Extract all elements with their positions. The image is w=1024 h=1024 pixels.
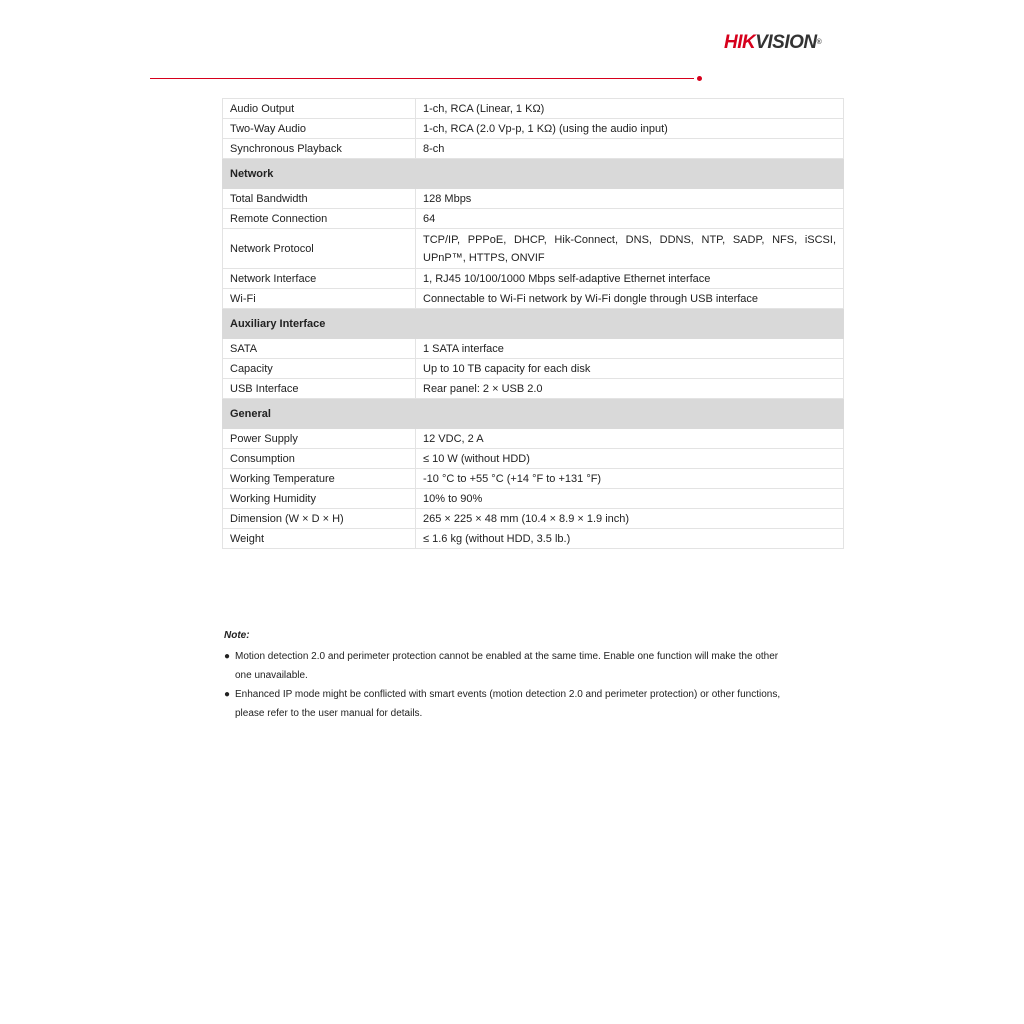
spec-value: 1-ch, RCA (Linear, 1 KΩ) xyxy=(416,99,844,119)
table-row xyxy=(223,269,844,289)
note-text: Enhanced IP mode might be conflicted with smart events (motion detection 2.0 and perimeter protection) or other functions, please refer to the user manual for details. xyxy=(235,689,781,719)
spec-key: Power Supply xyxy=(223,429,416,449)
spec-value: 265 × 225 × 48 mm (10.4 × 8.9 × 1.9 inch) xyxy=(416,509,844,529)
spec-key: Audio Output xyxy=(223,99,416,119)
section-header-general xyxy=(223,399,844,429)
logo-part-vision: VISION xyxy=(755,32,817,53)
table-row xyxy=(223,209,844,229)
spec-key: Synchronous Playback xyxy=(223,139,416,159)
section-title: Network xyxy=(223,159,416,189)
table-row xyxy=(223,429,844,449)
table-row xyxy=(223,339,844,359)
table-row xyxy=(223,359,844,379)
spec-value: Up to 10 TB capacity for each disk xyxy=(416,359,844,379)
bullet-icon: ● xyxy=(224,689,231,700)
hikvision-logo xyxy=(724,31,821,55)
spec-value: 10% to 90% xyxy=(416,489,844,509)
spec-key: Total Bandwidth xyxy=(223,189,416,209)
table-row xyxy=(223,449,844,469)
spec-value: 12 VDC, 2 A xyxy=(416,429,844,449)
spec-value: ≤ 1.6 kg (without HDD, 3.5 lb.) xyxy=(416,529,844,549)
spec-key: Working Temperature xyxy=(223,469,416,489)
spec-key: Network Protocol xyxy=(223,229,416,269)
logo-part-hik: HIK xyxy=(724,32,756,53)
table-row xyxy=(223,469,844,489)
section-title: General xyxy=(223,399,416,429)
spec-key: Capacity xyxy=(223,359,416,379)
spec-key: Consumption xyxy=(223,449,416,469)
spec-value: -10 °C to +55 °C (+14 °F to +131 °F) xyxy=(416,469,844,489)
spec-key: Two-Way Audio xyxy=(223,119,416,139)
spec-key: SATA xyxy=(223,339,416,359)
spec-value: 128 Mbps xyxy=(416,189,844,209)
section-header-network xyxy=(223,159,844,189)
list-item xyxy=(224,647,784,685)
spec-value: ≤ 10 W (without HDD) xyxy=(416,449,844,469)
note-list xyxy=(224,647,784,723)
spec-value: 1 SATA interface xyxy=(416,339,844,359)
spec-key: Remote Connection xyxy=(223,209,416,229)
spec-value: 8-ch xyxy=(416,139,844,159)
spec-key: Wi-Fi xyxy=(223,289,416,309)
table-row xyxy=(223,509,844,529)
spec-key: Working Humidity xyxy=(223,489,416,509)
table-row xyxy=(223,99,844,119)
table-row xyxy=(223,529,844,549)
spec-value: 1-ch, RCA (2.0 Vp-p, 1 KΩ) (using the audio input) xyxy=(416,119,844,139)
spec-key: Network Interface xyxy=(223,269,416,289)
spec-key: Dimension (W × D × H) xyxy=(223,509,416,529)
table-row xyxy=(223,189,844,209)
spec-table xyxy=(222,98,844,549)
note-text: Motion detection 2.0 and perimeter protection cannot be enabled at the same time. Enable one function will make the other one unavailable. xyxy=(235,651,779,681)
table-row xyxy=(223,139,844,159)
table-row xyxy=(223,289,844,309)
section-title: Auxiliary Interface xyxy=(223,309,416,339)
note-title: Note: xyxy=(224,630,250,641)
header-divider-dot xyxy=(697,76,702,81)
header-divider xyxy=(150,78,694,79)
table-row xyxy=(223,489,844,509)
list-item xyxy=(224,685,784,723)
table-row xyxy=(223,229,844,269)
spec-value: 64 xyxy=(416,209,844,229)
bullet-icon: ● xyxy=(224,651,231,662)
spec-key: Weight xyxy=(223,529,416,549)
logo-registered-mark: ® xyxy=(816,39,822,46)
spec-value: Connectable to Wi-Fi network by Wi-Fi dongle through USB interface xyxy=(416,289,844,309)
note-section xyxy=(224,628,784,723)
spec-value: TCP/IP, PPPoE, DHCP, Hik-Connect, DNS, DDNS, NTP, SADP, NFS, iSCSI, UPnP™, HTTPS, ONVIF xyxy=(416,229,844,269)
spec-value: Rear panel: 2 × USB 2.0 xyxy=(416,379,844,399)
table-row xyxy=(223,119,844,139)
table-row xyxy=(223,379,844,399)
section-header-auxiliary xyxy=(223,309,844,339)
spec-key: USB Interface xyxy=(223,379,416,399)
spec-value: 1, RJ45 10/100/1000 Mbps self-adaptive Ethernet interface xyxy=(416,269,844,289)
